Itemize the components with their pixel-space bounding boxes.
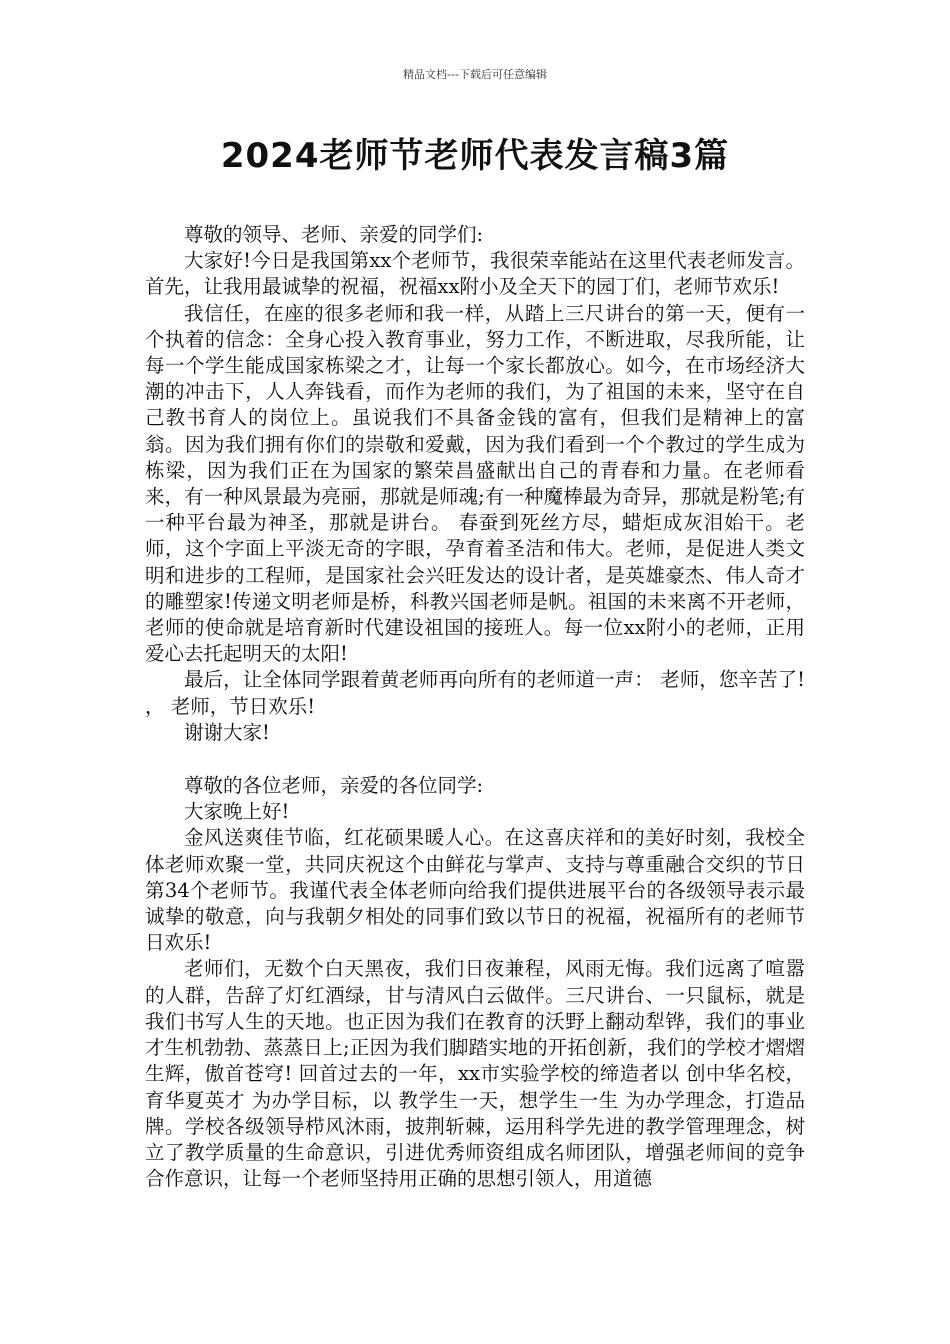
speech-1 — [145, 222, 805, 746]
thanks-line: 谢谢大家! — [184, 720, 270, 744]
greeting-paragraph: 大家好!今日是我国第xx个老师节，我很荣幸能站在这里代表老师发言。首先，让我用最诚挚的祝福，祝福xx附小及全天下的园丁们，老师节欢乐! — [145, 249, 805, 299]
speech-2 — [145, 773, 805, 1192]
body-paragraph: 老师们，无数个白天黑夜，我们日夜兼程，风雨无悔。我们远离了喧嚣的人群，告辞了灯红酒绿，甘与清风白云做伴。三尺讲台、一只鼠标，就是我们书写人生的天地。也正因为我们在教育的沃野上翻动犁铧，我们的事业才生机勃勃、蒸蒸日上;正因为我们脚踏实地的开拓创新，我们的学校才熠熠生辉，傲首苍穹! 回首过去的一年，xx市实验学校的缔造者以 创中华名校，育华夏英才 为办学目标，以 教学生一天，想学生一生 为办学理念，打造品牌。学校各级领导栉风沐雨，披荆斩棘，运用科学先进的教学管理理念，树立了教学质量的生命意识，引进优秀师资组成名师团队，增强老师间的竞争合作意识，让每一个老师坚持用正确的思想引领人，用道德 — [145, 957, 805, 1191]
document-title: 2024老师节老师代表发言稿3篇 — [220, 136, 730, 176]
greeting-paragraph: 大家晚上好! — [184, 800, 290, 824]
page-header: 精品文档---下载后可任意编辑 — [403, 68, 547, 81]
body-paragraph: 金风送爽佳节临，红花硕果暖人心。在这喜庆祥和的美好时刻，我校全体老师欢聚一堂，共同庆祝这个由鲜花与掌声、支持与尊重融合交织的节日 第34个老师节。我谨代表全体老师向给我们提供进展平台的各级领导表示最诚挚的敬意，向与我朝夕相处的同事们致以节日的祝福，祝福所有的老师节日欢乐! — [145, 826, 805, 955]
salutation: 尊敬的各位老师，亲爱的各位同学: — [184, 774, 484, 798]
document-body — [145, 222, 805, 1192]
body-paragraph: 我信任，在座的很多老师和我一样，从踏上三尺讲台的第一天，便有一个执着的信念：全身心投入教育事业，努力工作，不断进取，尽我所能，让每一个学生能成国家栋梁之才，让每一个家长都放心。如今，在市场经济大潮的冲击下，人人奔钱看，而作为老师的我们，为了祖国的未来，坚守在自己教书育人的岗位上。虽说我们不具备金钱的富有，但我们是精神上的富翁。因为我们拥有你们的崇敬和爱戴，因为我们看到一个个教过的学生成为栋梁，因为我们正在为国家的繁荣昌盛献出自己的青春和力量。在老师看来，有一种风景最为亮丽，那就是师魂;有一种魔棒最为奇异，那就是粉笔;有一种平台最为神圣，那就是讲台。 春蚕到死丝方尽，蜡炬成灰泪始干。老师，这个字面上平淡无奇的字眼，孕育着圣洁和伟大。老师，是促进人类文明和进步的工程师，是国家社会兴旺发达的设计者，是英雄豪杰、伟人奇才的雕塑家!传递文明老师是桥，科教兴国老师是帆。祖国的未来离不开老师，老师的使命就是培育新时代建设祖国的接班人。每一位xx附小的老师，正用爱心去托起明天的太阳! — [145, 301, 805, 666]
closing-paragraph: 最后，让全体同学跟着黄老师再向所有的老师道一声： 老师，您辛苦了! ， 老师，节日欢乐! — [145, 668, 805, 718]
salutation: 尊敬的领导、老师、亲爱的同学们: — [184, 223, 484, 246]
